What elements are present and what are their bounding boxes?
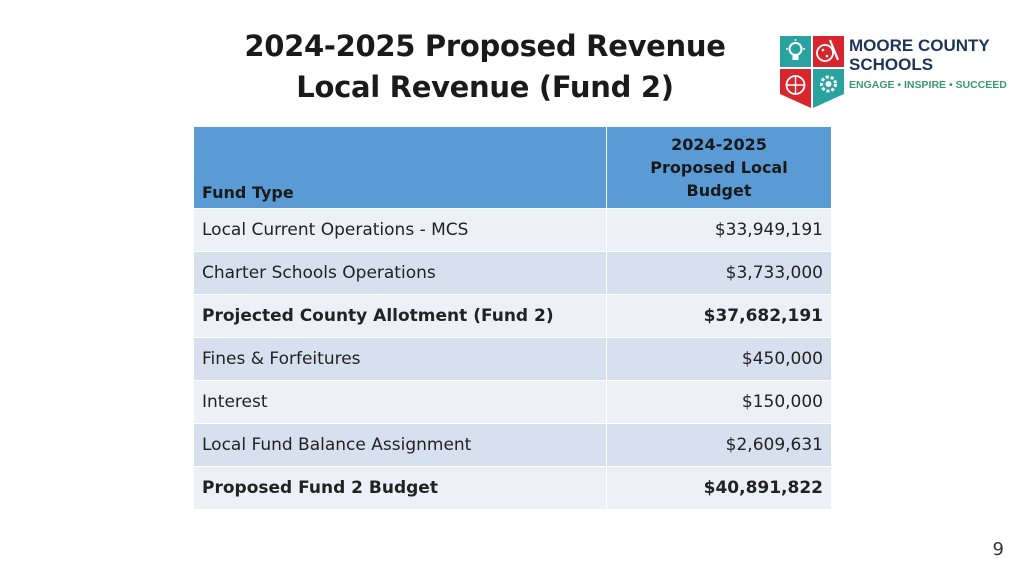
table-row (194, 252, 832, 295)
row-label: Fines & Forfeitures (194, 338, 607, 381)
header-proposed-budget (607, 127, 832, 209)
table-row (194, 338, 832, 381)
logo-mark (780, 36, 844, 108)
row-amount: $3,733,000 (607, 252, 832, 295)
gear-icon (813, 69, 844, 108)
title-line-1: 2024-2025 Proposed Revenue (244, 29, 726, 63)
row-label: Charter Schools Operations (194, 252, 607, 295)
header-fund-type: Fund Type (194, 127, 607, 209)
table-row-subtotal (194, 295, 832, 338)
row-amount: $450,000 (607, 338, 832, 381)
page-number: 9 (992, 539, 1004, 560)
header-line: Proposed Local (650, 158, 788, 177)
title-line-2: Local Revenue (Fund 2) (296, 70, 674, 104)
table-row (194, 209, 832, 252)
basketball-icon (780, 69, 811, 108)
row-label: Interest (194, 381, 607, 424)
fund-2-revenue-table (193, 126, 832, 510)
row-amount: $150,000 (607, 381, 832, 424)
row-amount: $40,891,822 (607, 467, 832, 510)
row-amount: $33,949,191 (607, 209, 832, 252)
table-row (194, 381, 832, 424)
moore-county-schools-logo (780, 36, 1020, 108)
row-label: Local Current Operations - MCS (194, 209, 607, 252)
lightbulb-icon (780, 36, 811, 67)
slide-title (200, 26, 770, 108)
table-row (194, 424, 832, 467)
table-header-row (194, 127, 832, 209)
row-amount: $37,682,191 (607, 295, 832, 338)
row-label: Proposed Fund 2 Budget (194, 467, 607, 510)
logo-name-line-1: MOORE COUNTY (849, 36, 990, 55)
row-amount: $2,609,631 (607, 424, 832, 467)
paintbrush-icon (813, 36, 844, 67)
table-row-total (194, 467, 832, 510)
logo-text (849, 36, 1007, 92)
row-label: Local Fund Balance Assignment (194, 424, 607, 467)
row-label: Projected County Allotment (Fund 2) (194, 295, 607, 338)
logo-tagline: ENGAGE • INSPIRE • SUCCEED (849, 79, 1007, 91)
logo-name-line-2: SCHOOLS (849, 55, 934, 74)
header-line: 2024-2025 (671, 135, 767, 154)
header-line: Budget (686, 181, 752, 200)
